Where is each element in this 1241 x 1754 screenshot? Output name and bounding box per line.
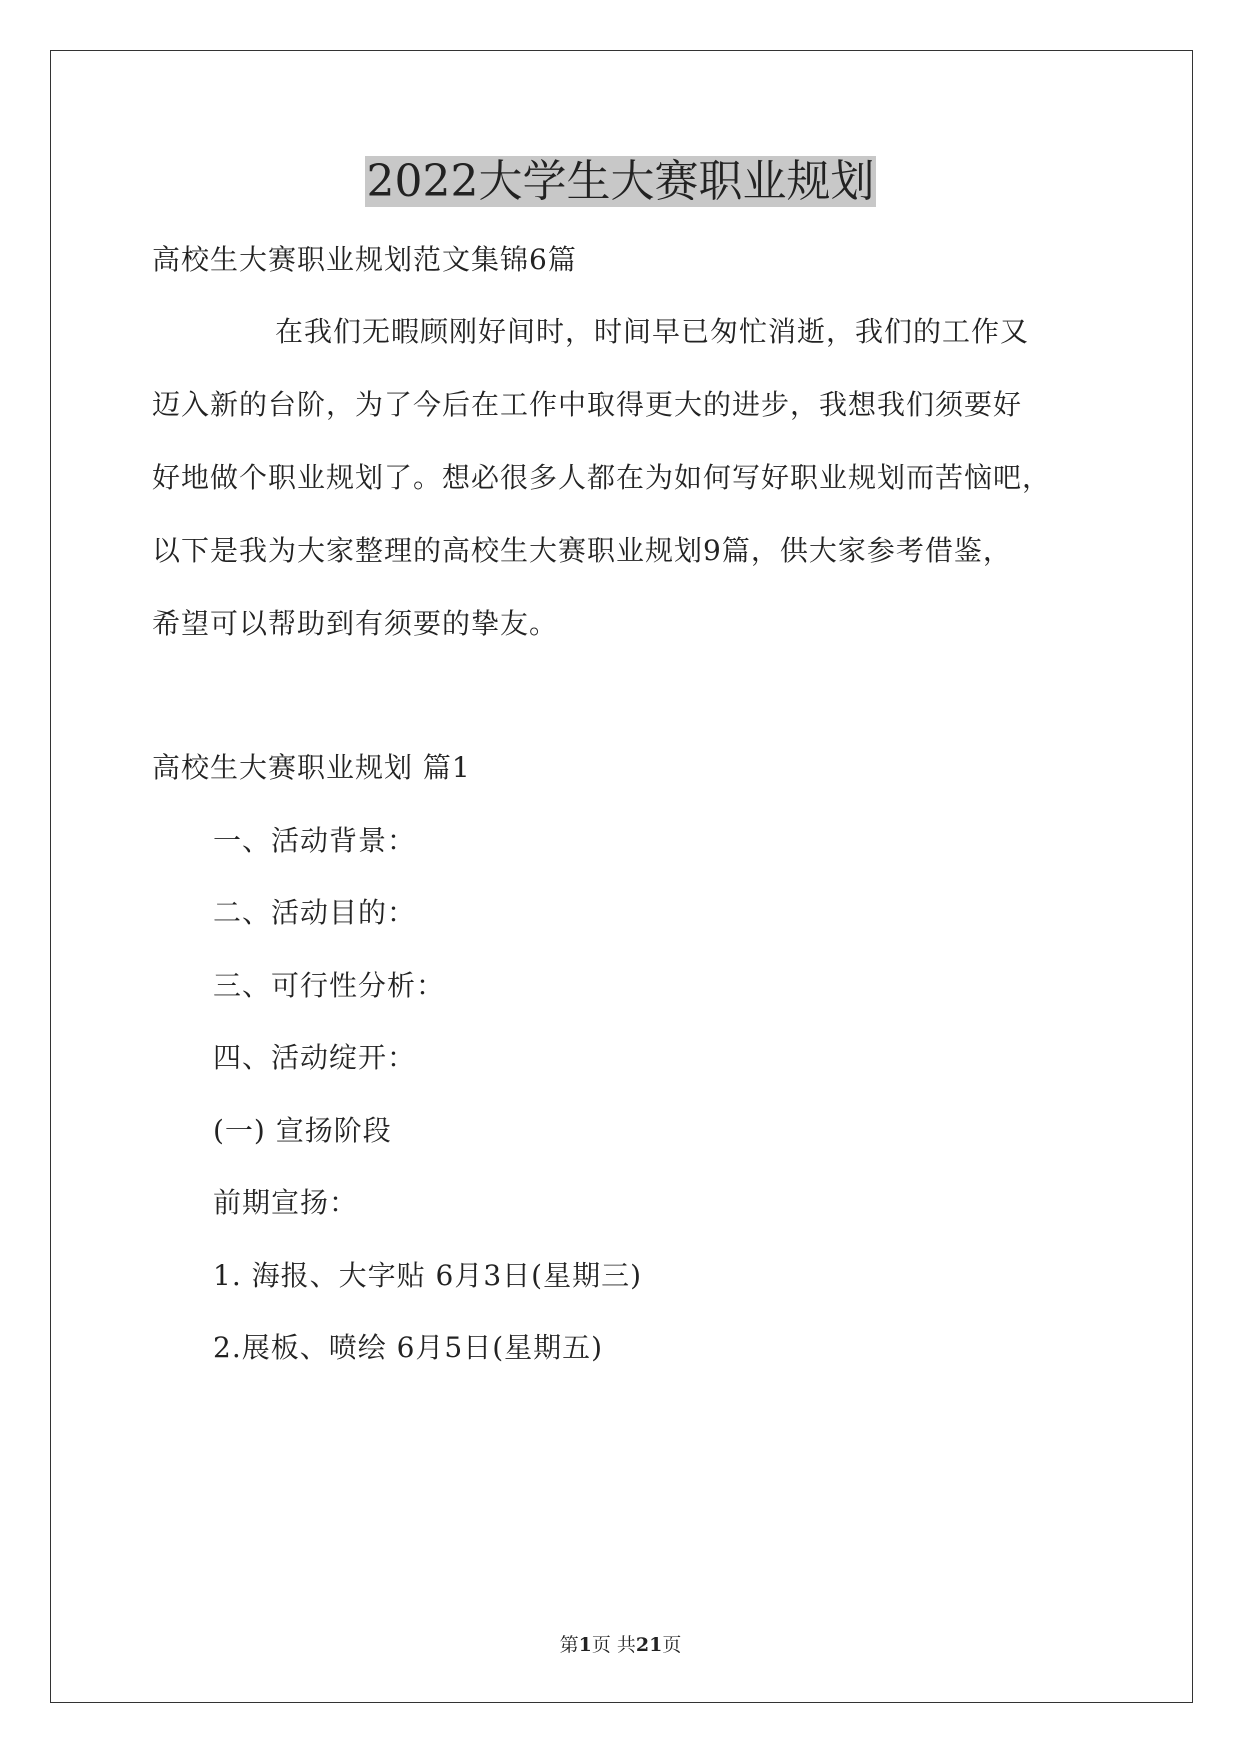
section-item: 一、活动背景： — [213, 824, 417, 857]
section-item: 前期宣扬： — [213, 1186, 359, 1219]
section-item: 二、活动目的： — [213, 896, 417, 929]
intro-line: 以下是我为大家整理的高校生大赛职业规划9篇，供大家参考借鉴， — [152, 534, 1012, 567]
footer-prefix: 第 — [559, 1634, 579, 1656]
document-title-text: 2022大学生大赛职业规划 — [366, 156, 875, 207]
page-border — [50, 50, 1193, 1703]
footer-page-number: 1 — [578, 1634, 592, 1656]
footer-suffix: 页 — [662, 1634, 682, 1656]
section-item: 四、活动绽开： — [213, 1041, 417, 1074]
intro-line: 迈入新的台阶，为了今后在工作中取得更大的进步，我想我们须要好 — [152, 388, 1023, 421]
section-heading: 高校生大赛职业规划 篇1 — [152, 751, 471, 784]
intro-line: 希望可以帮助到有须要的挚友。 — [152, 607, 559, 640]
document-subtitle: 高校生大赛职业规划范文集锦6篇 — [152, 243, 577, 276]
section-item: 1. 海报、大字贴 6月3日(星期三) — [213, 1259, 642, 1292]
section-item: 三、可行性分析： — [213, 969, 446, 1002]
footer-total-pages: 21 — [635, 1634, 663, 1656]
intro-line: 好地做个职业规划了。想必很多人都在为如何写好职业规划而苦恼吧， — [152, 461, 1052, 494]
section-item: (一) 宣扬阶段 — [213, 1114, 392, 1147]
document-title — [0, 152, 1241, 212]
page-footer — [0, 1632, 1241, 1658]
intro-line: 在我们无暇顾刚好间时，时间早已匆忙消逝，我们的工作又 — [275, 315, 1030, 348]
section-item: 2.展板、喷绘 6月5日(星期五) — [213, 1331, 604, 1364]
footer-mid: 页 共 — [591, 1634, 636, 1656]
